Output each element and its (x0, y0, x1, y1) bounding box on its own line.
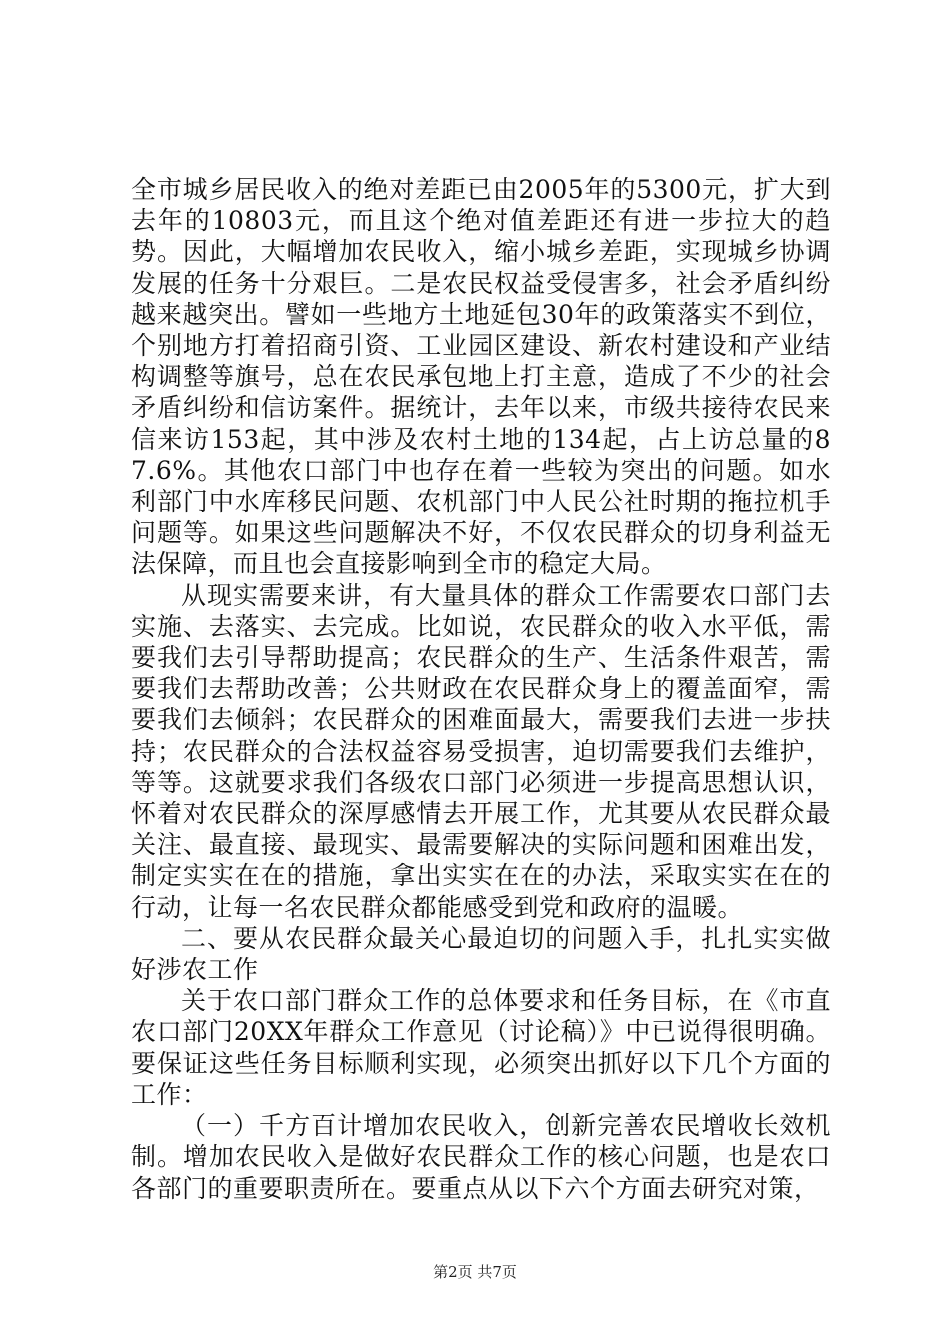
paragraph-practical-needs: 从现实需要来讲，有大量具体的群众工作需要农口部门去实施、去落实、去完成。比如说，农民群众的收入水平低，需要我们去引导帮助提高；农民群众的生产、生活条件艰苦，需要我们去帮助改善；公共财政在农民群众身上的覆盖面窄，需要我们去倾斜；农民群众的困难面最大，需要我们去进一步扶持；农民群众的合法权益容易受损害，迫切需要我们去维护，等等。这就要求我们各级农口部门必须进一步提高思想认识，怀着对农民群众的深厚感情去开展工作，尤其要从农民群众最关注、最直接、最现实、最需要解决的实际问题和困难出发，制定实实在在的措施，拿出实实在在的办法，采取实实在在的行动，让每一名农民群众都能感受到党和政府的温暖。 (131, 580, 831, 922)
section-heading-two: 二、要从农民群众最关心最迫切的问题入手，扎扎实实做好涉农工作 (131, 923, 831, 985)
paragraph-increase-income: （一）千方百计增加农民收入，创新完善农民增收长效机制。增加农民收入是做好农民群众工作的核心问题，也是农口各部门的重要职责所在。要重点从以下六个方面去研究对策， (131, 1111, 831, 1203)
paragraph-income-gap: 全市城乡居民收入的绝对差距已由2005年的5300元，扩大到去年的10803元，而且这个绝对值差距还有进一步拉大的趋势。因此，大幅增加农民收入，缩小城乡差距，实现城乡协调发展的任务十分艰巨。二是农民权益受侵害多，社会矛盾纠纷越来越突出。譬如一些地方土地延包30年的政策落实不到位，个别地方打着招商引资、工业园区建设、新农村建设和产业结构调整等旗号，总在农民承包地上打主意，造成了不少的社会矛盾纠纷和信访案件。据统计，去年以来，市级共接待农民来信来访153起，其中涉及农村土地的134起，占上访总量的87.6%。其他农口部门中也存在着一些较为突出的问题。如水利部门中水库移民问题、农机部门中人民公社时期的拖拉机手问题等。如果这些问题解决不好，不仅农民群众的切身利益无法保障，而且也会直接影响到全市的稳定大局。 (131, 175, 831, 579)
page-footer: 第2页 共7页 (433, 1263, 517, 1281)
paragraph-overall-requirements: 关于农口部门群众工作的总体要求和任务目标，在《市直农口部门20XX年群众工作意见（讨论稿）》中已说得很明确。要保证这些任务目标顺利实现，必须突出抓好以下几个方面的工作： (131, 986, 831, 1109)
document-body (131, 174, 831, 1204)
